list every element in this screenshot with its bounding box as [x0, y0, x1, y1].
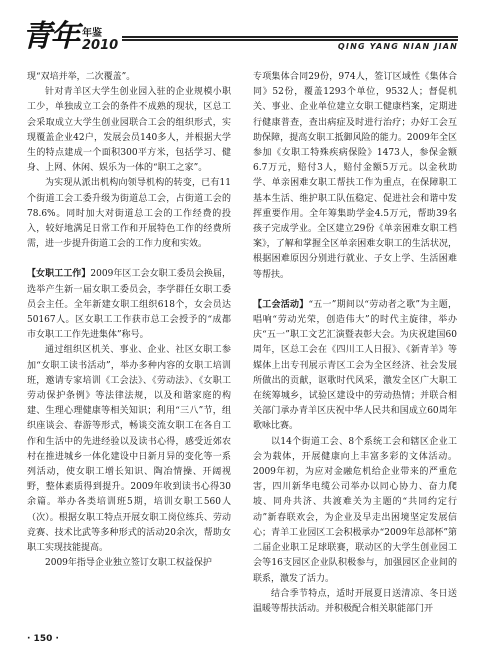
- section-text: 2009年区工会女职工委员会换届，选举产生新一届女职工委员会，李学群任女职工委员会主任。全年新建女职工组织618个，女会员达50167人。区女职工工作获市总工会授予的“成都市女职工工作先进集体”称号。: [27, 269, 231, 341]
- paragraph: 通过组织区机关、事业、企业、社区女职工参加“女职工读书活动”，举办多种内容的女职工培训班，邀请专家培训《工会法》、《劳动法》、《女职工劳动保护条例》等法律法规，以及和谐家庭的构建、生理心理健康等相关知识；利用“三八”节，组织座谈会、春游等形式，畅谈交流女职工在各自工作和生活中的先进经验以及读书心得，感受近郊农村在推进城乡一体化建设中日新月异的变化等一系列活动，使女职工增长知识、陶冶情操、开阔视野，整体素质得到提升。2009年收到读书心得30余篇。举办各类培训班5期，培训女职工560人（次）。根据女职工特点开展女职工岗位练兵、劳动竞赛、技术比武等多种形式的活动20余次，帮助女职工实现技能提高。: [27, 345, 231, 554]
- logo-year-stack: [82, 29, 118, 52]
- paragraph: 专项集体合同29份，974人，签订区域性《集体合同》52份，覆盖1293个单位，9532人；督促机关、事业、企业单位建立女职工健康档案，定期进行健康普查，查出病症及时进行治疗；办好工会互助保障，提高女职工抵御风险的能力。2009年全区参加《女职工特殊疾病保险》1473人，参保金额6.7万元，赔付3人，赔付金额5万元。以金秋助学、单亲困难女职工帮扶工作为重点，在保障职工基本生活、维护职工队伍稳定、促进社会和谐中发挥重要作用。全年筹集助学金4.5万元，帮助39名孩子完成学业。全区建立29份《单亲困难女职工档案》，了解和掌握全区单亲困难女职工的生活状况，根据困难原因分别进行就业、子女上学、生活困难等帮扶。: [253, 72, 457, 280]
- paragraph: 结合季节特点，适时开展夏日送清凉、冬日送温暖等帮扶活动。并积极配合相关职能部门开: [253, 588, 457, 614]
- paragraph: 现“双培并举，二次覆盖”。: [27, 72, 136, 82]
- logo-nianjian: 年鉴: [82, 28, 102, 39]
- paragraph: 为实现从派出机构向领导机构的转变，已有11个街道工会工委升级为街道总工会，占街道工会的78.6%。同时加大对街道总工会的工作经费的投入，较好地满足日常工作和开展特色工作的经费所需，进一步提升街道工会的工作力度和实效。: [27, 178, 231, 250]
- logo-year: 2010: [82, 38, 119, 53]
- yearbook-logo: [22, 18, 142, 52]
- section-gap: [253, 283, 457, 298]
- paragraph: 以14个街道工会、8个系统工会和辖区企业工会为载体，开展健康向上丰富多彩的文体活动。2009年初，为应对金融危机给企业带来的严重危害，四川新华电缆公司举办以同心协力、奋力爬坡、同舟共济、共渡难关为主题的“共同约定行动”新春联欢会，为企业及早走出困境坚定发展信心；青羊工业园区工会积极承办“2009年总部杯”第二届企业职工足球联赛，联动区的大学生创业园工会等16支园区企业队积极参与，加强园区企业间的联系，激发了活力。: [253, 436, 457, 584]
- section-text: “五一”期间以“劳动者之歌”为主题，唱响“劳动光荣，创造伟大”的时代主旋律，举办庆“五一”职工文艺汇演暨表彰大会。为庆祝建国60周年，区总工会在《四川工人日报》、《新青羊》等媒体上出专刊展示青区工会为全区经济、社会发展所做出的贡献，讴歌时代风采，激发全区广大职工在统筹城乡，试验区建设中的劳动热情；并联合相关部门承办青羊区庆祝中华人民共和国成立60周年歌咏比赛。: [253, 299, 457, 432]
- section-union-activities: [253, 298, 457, 435]
- section-heading: 【女职工工作】: [27, 269, 91, 280]
- left-column: [27, 70, 231, 572]
- paragraph: 针对青羊区大学生创业园入驻的企业规模小职工少，单独成立工会的条件不成熟的现状，区总工会采取成立大学生创业园联合工会的组织形式，实现覆盖企业42户，发展会员140多人，并根据大学生的特点建成一个面积300平方米，包括学习、健身、上网、休闲、娱乐为一体的“职工之家”。: [27, 87, 231, 174]
- section-gap: [27, 252, 231, 267]
- logo-characters: 青年: [22, 19, 78, 54]
- page-number: · 150 ·: [27, 634, 59, 644]
- right-column: [253, 70, 457, 617]
- header-rule: [122, 36, 458, 41]
- section-womens-work: [27, 267, 231, 343]
- paragraph: 2009年指导企业独立签订女职工权益保护: [45, 558, 212, 569]
- running-header: [0, 0, 480, 58]
- running-title: QING YANG NIAN JIAN: [337, 42, 458, 51]
- section-heading: 【工会活动】: [253, 299, 309, 310]
